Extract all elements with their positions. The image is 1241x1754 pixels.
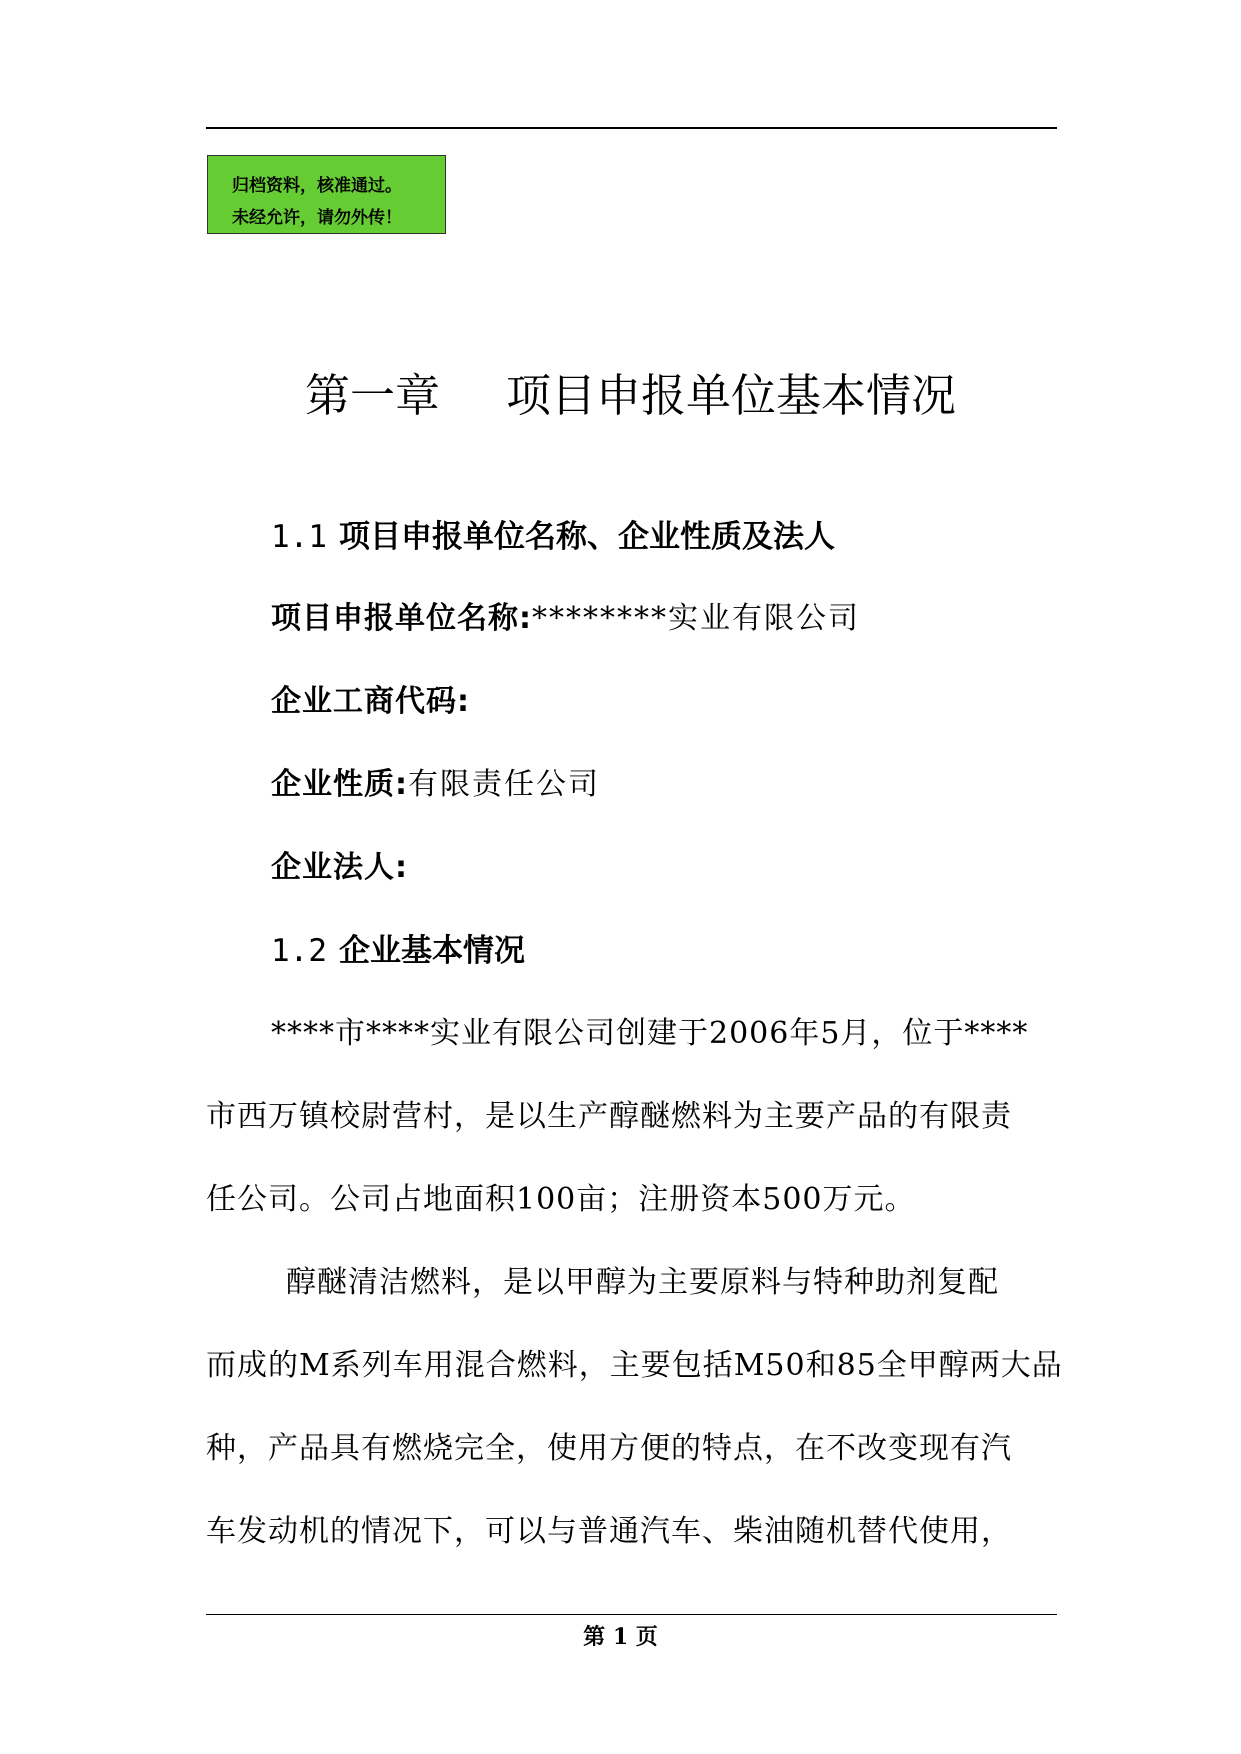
paragraph-2-line: 而成的M系列车用混合燃料，主要包括M50和85全甲醇两大品 bbox=[206, 1348, 1063, 1383]
paragraph-2-line: 醇醚清洁燃料，是以甲醇为主要原料与特种助剂复配 bbox=[286, 1265, 999, 1300]
chapter-number: 第一章 bbox=[304, 369, 440, 422]
notice-line-1: 归档资料，核准通过。 bbox=[232, 176, 402, 196]
field-label: 企业性质: bbox=[271, 767, 408, 802]
chapter-title-text: 项目申报单位基本情况 bbox=[506, 369, 957, 422]
section-number: 1.2 bbox=[271, 933, 327, 969]
field-label: 企业工商代码: bbox=[271, 684, 470, 719]
field-unit-name bbox=[271, 597, 860, 641]
field-business-code bbox=[271, 680, 470, 724]
notice-line-2: 未经允许，请勿外传！ bbox=[232, 208, 402, 228]
field-label: 企业法人: bbox=[271, 850, 408, 885]
section-title: 项目申报单位名称、企业性质及法人 bbox=[339, 519, 835, 555]
paragraph-2-line: 种，产品具有燃烧完全，使用方便的特点，在不改变现有汽 bbox=[206, 1431, 1012, 1466]
page-number: 第 1 页 bbox=[583, 1624, 658, 1650]
paragraph-2-line: 车发动机的情况下，可以与普通汽车、柴油随机替代使用， bbox=[206, 1514, 1012, 1549]
header-rule bbox=[206, 127, 1057, 129]
section-title: 企业基本情况 bbox=[339, 933, 525, 969]
archive-notice-box bbox=[207, 155, 446, 234]
field-label: 项目申报单位名称: bbox=[271, 601, 532, 636]
paragraph-1-line: ****市****实业有限公司创建于2006年5月，位于**** bbox=[271, 1016, 1029, 1051]
footer-rule bbox=[206, 1614, 1057, 1615]
field-value: 有限责任公司 bbox=[408, 767, 600, 802]
paragraph-1-line: 市西万镇校尉营村，是以生产醇醚燃料为主要产品的有限责 bbox=[206, 1099, 1012, 1134]
section-heading-1-2 bbox=[271, 929, 525, 973]
field-value: ********实业有限公司 bbox=[532, 601, 860, 636]
section-number: 1.1 bbox=[271, 519, 327, 555]
section-heading-1-1 bbox=[271, 515, 835, 559]
paragraph-1-line: 任公司。公司占地面积100亩；注册资本500万元。 bbox=[206, 1182, 916, 1217]
field-nature bbox=[271, 763, 600, 807]
field-legal-person bbox=[271, 846, 408, 890]
chapter-title bbox=[0, 365, 1241, 427]
